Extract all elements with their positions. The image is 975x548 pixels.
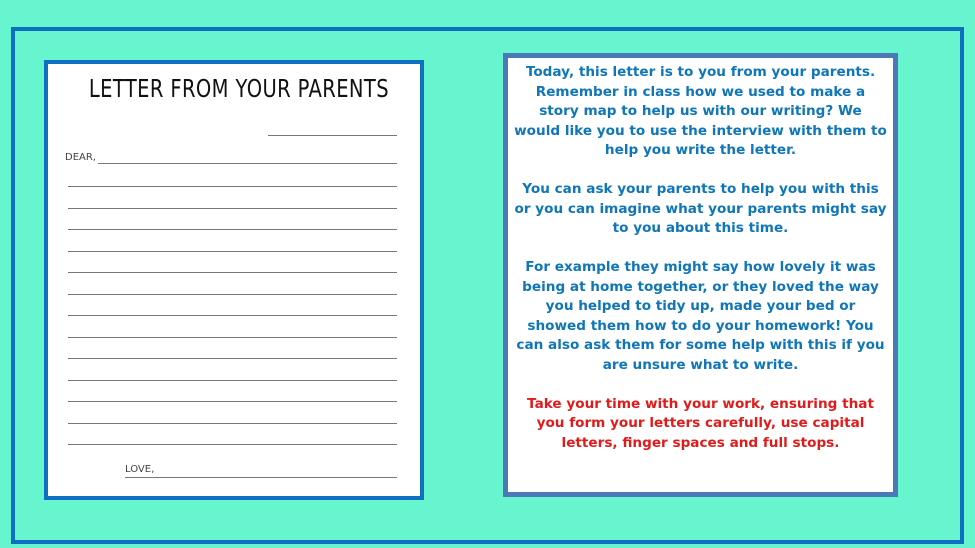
writing-line	[68, 380, 397, 381]
salutation-label: DEAR,	[65, 152, 96, 163]
writing-line	[68, 423, 397, 424]
writing-line	[68, 337, 397, 338]
instructions-text	[514, 63, 887, 453]
writing-line	[68, 358, 397, 359]
instructions-paragraph-intro: Today, this letter is to you from your parents. Remember in class how we used to make a story map to help us with our writing? We would like you to use the interview with them to help you write the letter.	[514, 64, 887, 158]
writing-line	[68, 315, 397, 316]
signoff-label: LOVE,	[125, 464, 155, 475]
writing-line	[68, 229, 397, 230]
writing-line	[68, 272, 397, 273]
instructions-paragraph-examples: For example they might say how lovely it was being at home together, or they loved the way you helped to tidy up, made your bed or showed them how to do your homework! You can also ask them for some help with this if you are unsure what to write.	[516, 259, 885, 373]
writing-line	[68, 401, 397, 402]
instructions-paragraph-help: You can ask your parents to help you with this or you can imagine what your parents might say to you about this time.	[514, 181, 887, 236]
writing-line	[68, 186, 397, 187]
date-line	[268, 135, 397, 136]
letter-template	[44, 60, 424, 500]
writing-line	[68, 251, 397, 252]
writing-line	[68, 208, 397, 209]
signoff-line	[125, 477, 397, 478]
letter-title: LETTER FROM YOUR PARENTS	[88, 74, 389, 103]
instructions-panel	[503, 53, 898, 497]
writing-line	[68, 444, 397, 445]
writing-line	[68, 294, 397, 295]
instructions-paragraph-reminder: Take your time with your work, ensuring that you form your letters carefully, use capital letters, finger spaces and full stops.	[527, 395, 874, 451]
salutation-line	[98, 163, 397, 164]
